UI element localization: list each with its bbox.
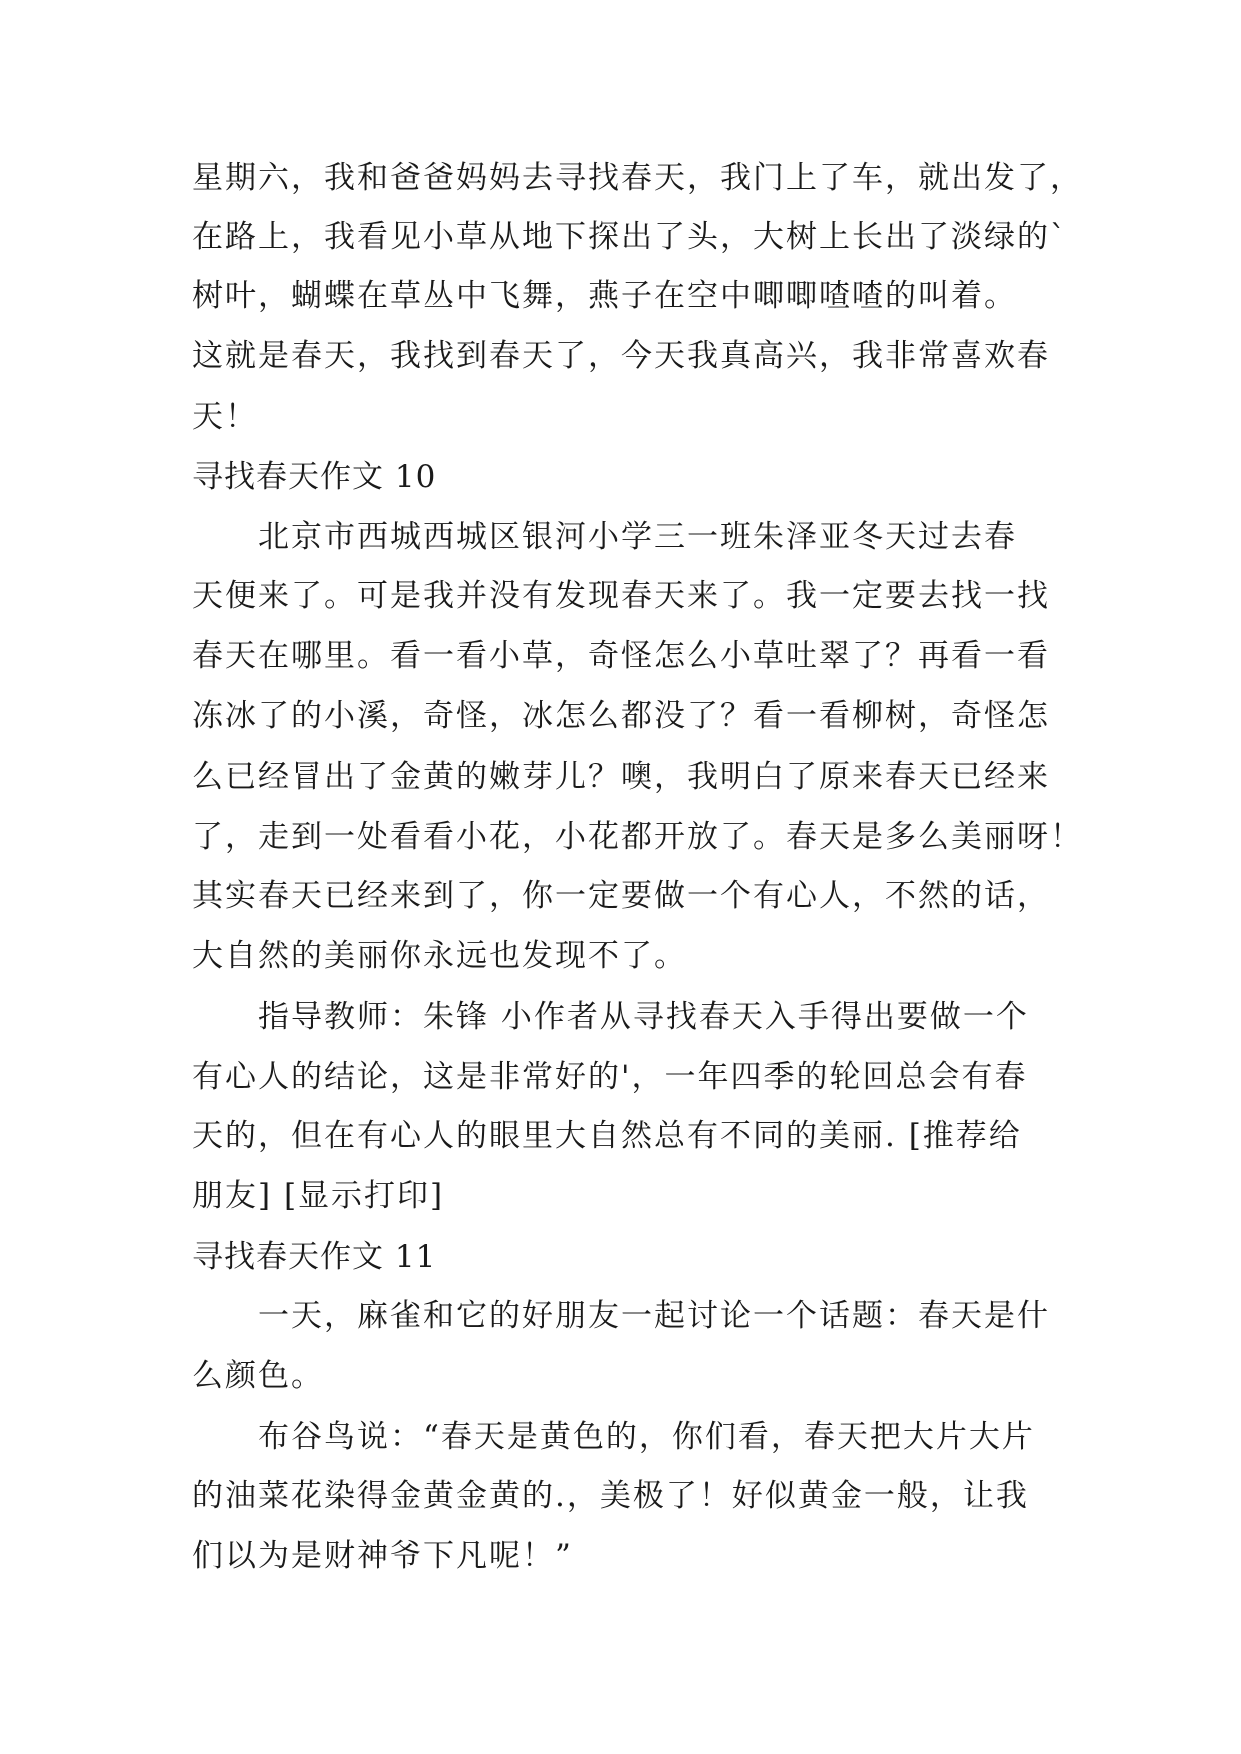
- text-line: 天便来了。可是我并没有发现春天来了。我一定要去找一找: [192, 578, 1050, 614]
- text-line: 天！: [192, 399, 258, 435]
- text-line: 大自然的美丽你永远也发现不了。: [192, 938, 687, 974]
- text-line: 在路上，我看见小草从地下探出了头，大树上长出了淡绿的`: [192, 219, 1068, 255]
- text-line: 春天在哪里。看一看小草，奇怪怎么小草吐翠了？再看一看: [192, 638, 1050, 674]
- section-heading: 寻找春天作文 11: [192, 1239, 437, 1275]
- text-line: 朋友] [显示打印]: [192, 1178, 445, 1214]
- text-line: 树叶，蝴蝶在草丛中飞舞，燕子在空中唧唧喳喳的叫着。: [192, 278, 1017, 314]
- paragraph-first-line: 布谷鸟说：“春天是黄色的，你们看，春天把大片大片: [258, 1419, 1035, 1455]
- paragraph-first-line: 北京市西城西城区银河小学三一班朱泽亚冬天过去春: [258, 519, 1017, 555]
- text-line: 这就是春天，我找到春天了，今天我真高兴，我非常喜欢春: [192, 338, 1050, 374]
- text-line: 冻冰了的小溪，奇怪，冰怎么都没了？看一看柳树，奇怪怎: [192, 698, 1050, 734]
- text-line: 了，走到一处看看小花，小花都开放了。春天是多么美丽呀！: [192, 819, 1083, 855]
- paragraph-first-line: 指导教师：朱锋 小作者从寻找春天入手得出要做一个: [258, 999, 1029, 1035]
- text-line: 天的，但在有心人的眼里大自然总有不同的美丽. [推荐给: [192, 1118, 1022, 1154]
- text-line: 有心人的结论，这是非常好的'，一年四季的轮回总会有春: [192, 1059, 1028, 1095]
- section-heading: 寻找春天作文 10: [192, 459, 437, 495]
- text-line: 么已经冒出了金黄的嫩芽儿？噢，我明白了原来春天已经来: [192, 759, 1050, 795]
- paragraph-first-line: 一天，麻雀和它的好朋友一起讨论一个话题：春天是什: [258, 1298, 1050, 1334]
- text-line: 们以为是财神爷下凡呢！”: [192, 1538, 573, 1574]
- text-line: 其实春天已经来到了，你一定要做一个有心人，不然的话，: [192, 878, 1050, 914]
- text-line: 星期六，我和爸爸妈妈去寻找春天，我门上了车，就出发了，: [192, 160, 1083, 196]
- text-line: 的油菜花染得金黄金黄的.，美极了！好似黄金一般，让我: [192, 1478, 1029, 1514]
- text-line: 么颜色。: [192, 1358, 324, 1394]
